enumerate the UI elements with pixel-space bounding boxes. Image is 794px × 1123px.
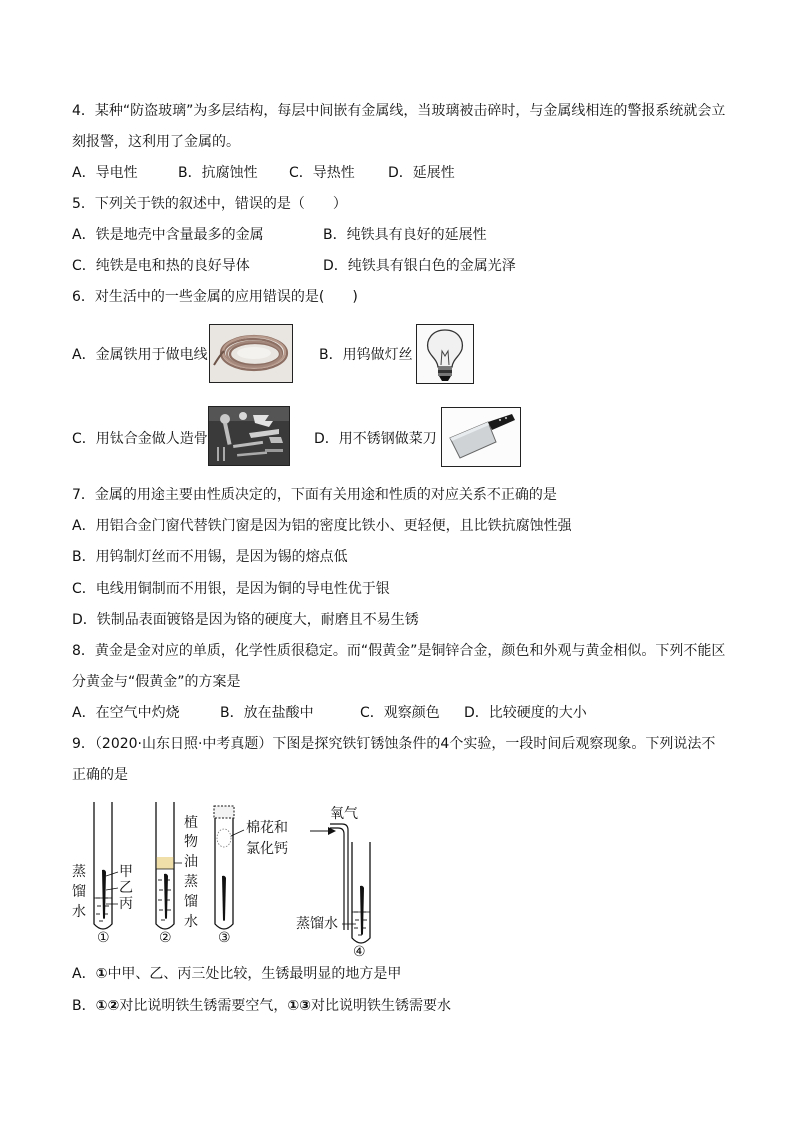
test-tube-4 [296,806,370,960]
stopper [214,806,234,818]
option-b-text2: 对比说明铁生锈需要水 [311,998,452,1014]
gas-label: 氧气 [330,806,358,822]
wire-coil-image [209,324,293,383]
cotton-calcium-chloride [217,829,231,847]
option-a-text: 中甲、乙、丙三处比较，生锈最明显的地方是甲 [107,966,402,982]
tube4-number: ④ [353,944,366,960]
option-a-ref: ① [95,966,108,982]
point-jia: 甲 [119,864,133,880]
rusting-experiment-figure [66,800,426,960]
q5-option-c: C．纯铁是电和热的良好导体 [72,258,250,274]
tube3-label-line2: 氯化钙 [246,841,288,857]
water-label: 蒸馏水 [296,916,338,932]
q4-stem-line1: 4．某种“防盗玻璃”为多层结构，每层中间嵌有金属线，当玻璃被击碎时，与金属线相连的警报系统就会立 [72,103,726,119]
tube2-number: ② [159,930,172,946]
q6-option-b: B．用钨做灯丝 [319,347,413,363]
q9-option-b [72,997,451,1015]
option-b-ref2: ①③ [287,998,312,1014]
oil-layer [157,857,174,869]
option-b-ref1: ①② [95,998,120,1014]
q4-stem-line2: 刻报警，这利用了金属的。 [72,134,240,150]
tube2-label-char: 蒸 [184,874,198,890]
q4-option-c: C．导热性 [289,165,355,181]
q7-option-b: B．用钨制灯丝而不用锡，是因为锡的熔点低 [72,549,348,565]
q5-option-b: B．纯铁具有良好的延展性 [323,227,487,243]
q9-stem-line1: 9．（2020·山东日照·中考真题）下图是探究铁钉锈蚀条件的4个实验，一段时间后观察现象。下列说法不 [72,736,716,752]
titanium-bone-image [208,406,290,466]
point-bing: 丙 [119,896,133,912]
q8-option-a: A．在空气中灼烧 [72,705,180,721]
tube2-label-char: 植 [184,815,198,831]
point-yi: 乙 [119,880,133,896]
q8-stem-line1: 8．黄金是金对应的单质，化学性质很稳定。而“假黄金”是铜锌合金，颜色和外观与黄金相似。下列不能区 [72,643,726,659]
iron-nail-3 [222,876,226,921]
tube3-number: ③ [218,930,231,946]
q8-option-d: D．比较硬度的大小 [464,705,587,721]
q5-option-d: D．纯铁具有银白色的金属光泽 [323,258,516,274]
tube1-number: ① [97,930,110,946]
tube1-label-char: 馏 [72,884,86,900]
q7-option-c: C．电线用铜制而不用银，是因为铜的导电性优于银 [72,581,390,597]
q6-option-a: A．金属铁用于做电线 [72,347,208,363]
q5-option-a: A．铁是地壳中含量最多的金属 [72,227,264,243]
tube2-label-char: 油 [184,854,198,870]
q9-option-a [72,965,401,983]
tube2-label-char: 物 [184,834,198,850]
option-b-text1: 对比说明铁生锈需要空气， [119,998,288,1014]
q4-option-d: D．延展性 [388,165,455,181]
q8-option-b: B．放在盐酸中 [220,705,314,721]
tube2-label-char: 馏 [184,894,198,910]
test-tube-3 [214,806,288,946]
q7-option-a: A．用铝合金门窗代替铁门窗是因为铝的密度比铁小、更轻便，且比铁抗腐蚀性强 [72,518,572,534]
q8-stem-line2: 分黄金与“假黄金”的方案是 [72,674,241,690]
tube2-label-char: 水 [184,914,198,930]
cleaver-knife-image [441,407,521,467]
light-bulb-image [416,324,474,384]
iron-nail-2 [164,874,168,919]
tube3-label-line1: 棉花和 [246,820,288,836]
option-b-letter: B． [72,998,96,1014]
iron-nail-1 [102,870,106,919]
test-tube-2 [156,802,198,946]
q4-option-b: B．抗腐蚀性 [178,165,258,181]
q5-stem: 5．下列关于铁的叙述中，错误的是（ ） [72,196,347,212]
q4-option-a: A．导电性 [72,165,138,181]
option-a-letter: A． [72,966,96,982]
q7-stem: 7．金属的用途主要由性质决定的，下面有关用途和性质的对应关系不正确的是 [72,487,557,503]
q7-option-d: D．铁制品表面镀铬是因为铬的硬度大，耐磨且不易生锈 [72,612,419,628]
tube1-label-char: 水 [72,904,86,920]
oxygen-inlet-tube [330,824,348,930]
q9-stem-line2: 正确的是 [72,767,128,783]
q6-option-d: D．用不锈钢做菜刀 [314,431,437,447]
q6-stem: 6．对生活中的一些金属的应用错误的是( ) [72,289,358,305]
q8-option-c: C．观察颜色 [360,705,440,721]
test-tube-1 [72,802,133,946]
tube1-label-char: 蒸 [72,864,86,880]
q6-option-c: C．用钛合金做人造骨 [72,431,208,447]
